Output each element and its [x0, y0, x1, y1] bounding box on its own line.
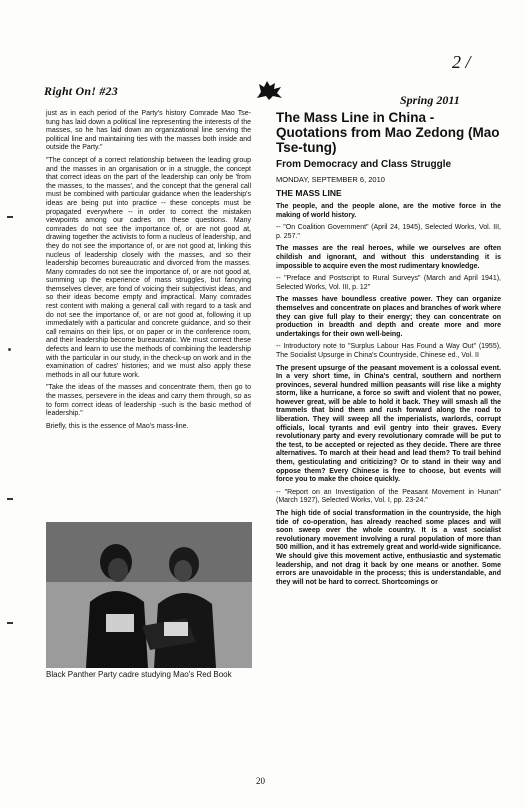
citation: -- Introductory note to "Surplus Labour Has Found a Way Out" (1955), The Socialist Upsurge in China's Countryside, Chinese ed., Vol. II — [276, 343, 501, 359]
section-heading: THE MASS LINE — [276, 188, 342, 198]
margin-mark — [7, 216, 13, 218]
margin-mark — [7, 622, 13, 624]
issue-number: 2 / — [452, 52, 471, 72]
panther-logo-icon — [255, 78, 285, 102]
issue-season: Spring 2011 — [400, 93, 460, 107]
black-panther-photo — [46, 522, 252, 668]
article-date: MONDAY, SEPTEMBER 6, 2010 — [276, 175, 385, 184]
quote: The people, and the people alone, are the motive force in the making of world history. — [276, 203, 501, 219]
paragraph: "The concept of a correct relationship between the leading group and the masses in an organisation or in a struggle, the concept that correct ideas on the part of the leadership can only be 'from the masses, to the masses', and the concept that the general call must be combined with particular guidance when the leadership's ideas are being put into practice -- these concepts must be propagated everywhere -- in order to correct the mistaken viewpoints among our cadres on these questions. Many comrades do not see the importance of, or are not good at, drawing together the activists to form a nucleus of leadership, and they do not see the importance of, or are not good at, linking this nucleus of leadership closely with the masses, and so their leadership becomes bureaucratic and divorced from the masses. Many comrades do not see the importance of, or are not good at, summing up the experience of mass struggles, but fancying themselves clever, are fond of voicing their subjectivist ideas, and so their ideas become empty and impractical. Many comrades rest content with making a general call with regard to a task and do not see the importance of, or are not good at, following it up immediately with a particular and concrete guidance, and so their call remains on their lips, or on paper or in the conference room, and their leadership become bureaucratic. We must correct these defects and learn to use the methods of combining the leadership with the particular in our study, in the check-up on work and in the examination of cadres' histories; and we must also apply these methods in all our future work. — [46, 156, 251, 379]
quote: The high tide of social transformation in the countryside, the high tide of co-operation, has already reached some places and will soon sweep over the whole country. It is a vast socialist revolutionary movement involving a rural population of more than 500 million, and it has extremely great and world-wide significance. We should give this movement active, enthusiastic and systematic leadership, and not drag it back by one means or another. Some errors are unavoidable in the process; this is understandable, and they will not be hard to correct. Shortcomings or — [276, 510, 501, 586]
paragraph: Briefly, this is the essence of Mao's mass-line. — [46, 422, 189, 430]
citation: -- "Report on an Investigation of the Peasant Movement in Hunan" (March 1927), Selected Works, Vol. I, pp. 23-24." — [276, 488, 501, 505]
right-column — [276, 110, 501, 591]
publication-title: Right On! #23 — [44, 84, 118, 98]
paragraph: just as in each period of the Party's history Comrade Mao Tse-tung has laid down a political line representing the interests of the masses, so he has laid down an organizational line serving the political line and maintaining ties with the masses both inside and outside the Party." — [46, 110, 251, 152]
quote: The masses have boundless creative power. They can organize themselves and concentrate on places and branches of work where they can give full play to their energy; they can concentrate on production in breadth and depth and create more and more undertakings for their own well-being. — [276, 296, 501, 338]
article-title: The Mass Line in China - Quotations from Mao Zedong (Mao Tse-tung) — [276, 110, 500, 155]
left-column — [46, 110, 251, 435]
margin-dot — [8, 348, 11, 351]
margin-mark — [7, 498, 13, 500]
citation: -- "Preface and Postscript to Rural Surveys" (March and April 1941), Selected Works, Vol. III, p. 12" — [276, 275, 501, 291]
page-number: 20 — [256, 776, 265, 786]
citation: -- "On Coalition Government" (April 24, 1945), Selected Works, Vol. III, p. 257." — [276, 224, 501, 240]
photo-caption: Black Panther Party cadre studying Mao's Red Book — [46, 670, 232, 679]
article-subtitle: From Democracy and Class Struggle — [276, 159, 452, 170]
paragraph: "Take the ideas of the masses and concentrate them, then go to the masses, persevere in the ideas and carry them through, so as to form correct ideas of leadership -such is the basic method of leadership." — [46, 384, 251, 418]
quote: The masses are the real heroes, while we ourselves are often childish and ignorant, and without this understanding it is impossible to acquire even the most rudimentary knowledge. — [276, 245, 501, 270]
quote: The present upsurge of the peasant movement is a colossal event. In a very short time, in China's central, southern and northern provinces, several hundred million peasants will rise like a mighty storm, like a hurricane, a force so swift and violent that no power, however great, will be able to hold it back. They will smash all the trammels that bind them and rush forward along the road to liberation. They will sweep all the imperialists, warlords, corrupt officials, local tyrants and evil gentry into their graves. Every revolutionary party and every revolutionary comrade will be put to the test, to be accepted or rejected as they decide. There are three alternatives. To march at their head and lead them? To trail behind them, gesticulating and criticizing? Or to stand in their way and oppose them? Every Chinese is free to choose, but events will force you to make the choice quickly. — [276, 364, 501, 484]
